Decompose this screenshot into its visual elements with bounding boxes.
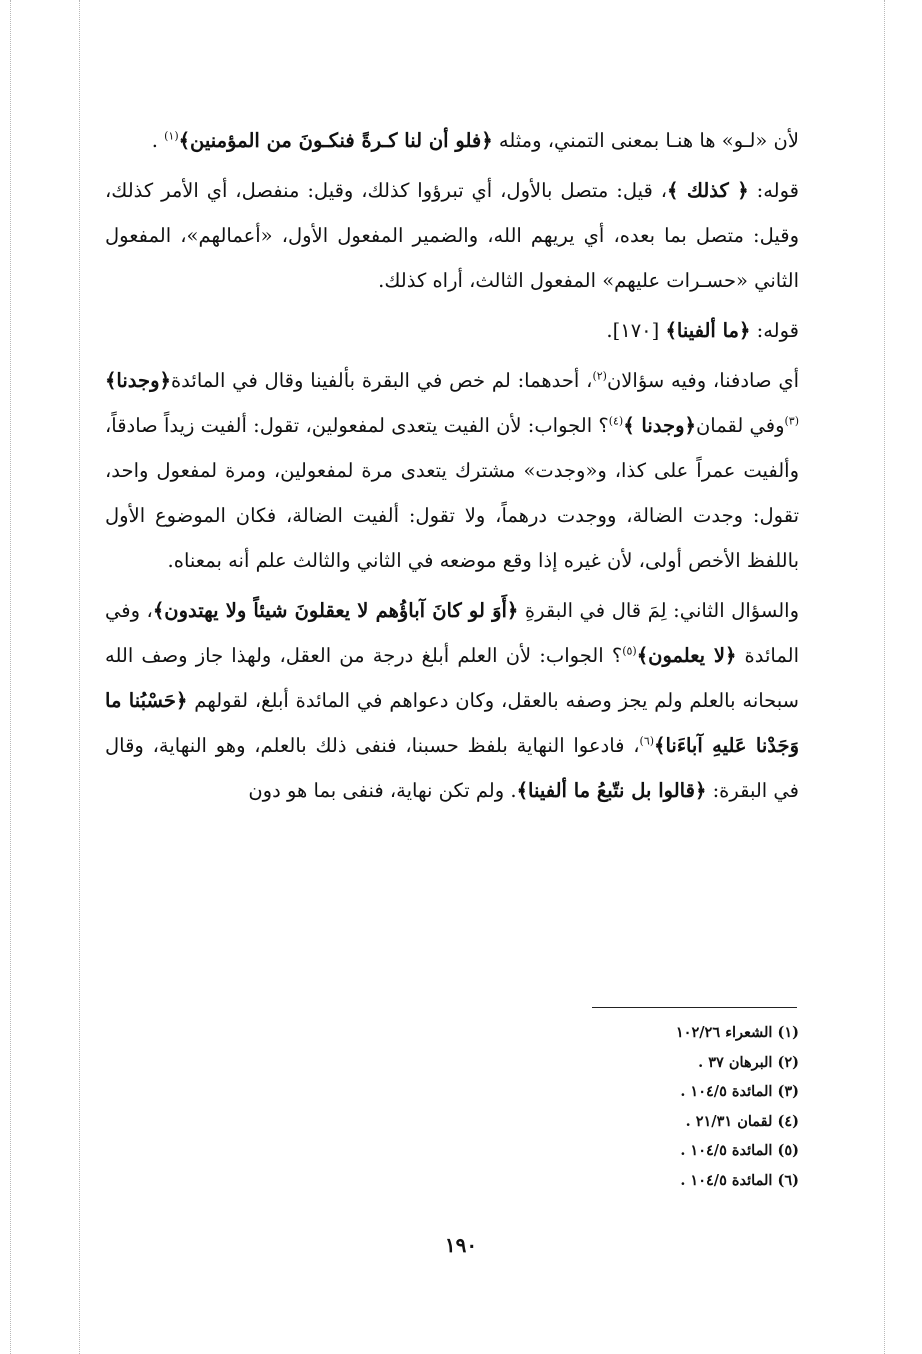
footnote-ref: (٤) bbox=[608, 414, 624, 428]
footnote-4: (٤) لقمان ٢١/٣١ . bbox=[685, 1112, 799, 1130]
paragraph-text: والسؤال الثاني: لِمَ قال في البقرةِ bbox=[518, 599, 800, 622]
footnote-ref: (١) bbox=[164, 129, 179, 143]
paragraph-text: قوله: bbox=[750, 319, 799, 342]
quran-quote: ﴿ كذلك ﴾ bbox=[667, 179, 749, 202]
footnote-6: (٦) المائدة ١٠٤/٥ . bbox=[680, 1171, 799, 1189]
paragraph-text: ، وفي المائدة bbox=[105, 599, 799, 667]
margin-guide-left-inner bbox=[79, 0, 80, 1354]
quran-quote: ﴿وجدنا ﴾ bbox=[623, 414, 696, 437]
footnote-2: (٢) البرهان ٣٧ . bbox=[698, 1053, 799, 1071]
paragraph-text: . ولم تكن نهاية، فنفى بما هو دون bbox=[248, 779, 517, 802]
page-number: ١٩٠ bbox=[444, 1233, 478, 1257]
paragraph bbox=[105, 588, 799, 813]
footnote-1: (١) الشعراء ١٠٢/٢٦ bbox=[675, 1024, 799, 1041]
paragraph-text: لأن «لـو» ها هنـا بمعنى التمني، ومثله bbox=[492, 129, 799, 152]
footnote-5: (٥) المائدة ١٠٤/٥ . bbox=[680, 1142, 799, 1159]
paragraph-text: . bbox=[151, 129, 165, 152]
paragraph-text: ؟ الجواب: لأن العلم أبلغ درجة من العقل، ولهذا جاز وصف الله سبحانه بالعلم ولم يجز وصفه بالعقل، وكان دعواهم في المائدة أبلغ، لقولهم bbox=[105, 644, 799, 712]
paragraph-text: ، أحدهما: لم خص في البقرة بألفينا وقال في المائدة bbox=[170, 369, 593, 392]
paragraph-text: [١٧٠]. bbox=[606, 319, 666, 342]
footnote-ref: (٥) bbox=[622, 644, 637, 658]
body-text bbox=[105, 118, 799, 813]
paragraph-text: ؟ الجواب: لأن الفيت يتعدى لمفعولين، تقول: ألفيت زيداً صادقاً، وألفيت عمراً على كذا، و«وجدت» مشترك يتعدى مرة لمفعولين، ومرة لمفعول واحد، تقول: وجدت الضالة، ووجدت درهماً، ولا تقول: ألفيت الضالة، فكان الموضوع الأول باللفظ الأخص أولى، لأن غيره إذا وقع موضعه في الثاني والثالث علم أنه بمعناه. bbox=[105, 414, 799, 572]
footnote-3: (٣) المائدة ١٠٤/٥ . bbox=[680, 1083, 799, 1100]
footnote-separator bbox=[592, 1007, 797, 1008]
footnote-ref: (٦) bbox=[639, 734, 655, 748]
paragraph bbox=[105, 118, 799, 163]
quran-quote: ﴿وجدنا﴾ bbox=[105, 369, 171, 392]
quran-quote: ﴿قالوا بل نتّبعُ ما ألفينا﴾ bbox=[516, 779, 707, 802]
paragraph-text: وفي لقمان bbox=[695, 414, 785, 437]
footnote-ref: (٢) bbox=[592, 369, 607, 383]
margin-guide-right bbox=[884, 0, 885, 1354]
paragraph-text: قوله: bbox=[748, 179, 800, 202]
footnotes bbox=[676, 1018, 799, 1195]
paragraph-text: ، قيل: متصل بالأول، أي تبرؤوا كذلك، وقيل: منفصل، أي الأمر كذلك، وقيل: متصل بما بعده، أي يريهم الله، والضمير المفعول الأول، «أعمالهم»، المفعول الثاني «حسـرات عليهم» المفعول الثالث، أراه كذلك. bbox=[105, 179, 799, 292]
paragraph bbox=[105, 358, 799, 583]
quran-quote: ﴿حَسْبُنا ما وَجَدْنا عَليهِ آباءَنا﴾ bbox=[105, 689, 799, 757]
footnote-ref: (٣) bbox=[784, 414, 799, 428]
paragraph-text: أي صادفنا، وفيه سؤالان bbox=[606, 369, 800, 392]
paragraph-text: ، فادعوا النهاية بلفظ حسبنا، فنفى ذلك بالعلم، وهو النهاية، وقال في البقرة: bbox=[105, 734, 799, 802]
quran-quote: ﴿ما ألفينا﴾ bbox=[665, 319, 751, 342]
quran-quote: ﴿فلو أن لنا كـرةً فنكـونَ من المؤمنين﴾ bbox=[178, 129, 493, 152]
paragraph bbox=[105, 168, 799, 303]
quran-quote: ﴿أَوَ لو كانَ آباؤُهم لا يعقلونَ شيئاً ولا يهتدون﴾ bbox=[152, 599, 519, 622]
quran-quote: ﴿لا يعلمون﴾ bbox=[636, 644, 737, 667]
paragraph bbox=[105, 308, 799, 353]
margin-guide-left-outer bbox=[10, 0, 11, 1354]
